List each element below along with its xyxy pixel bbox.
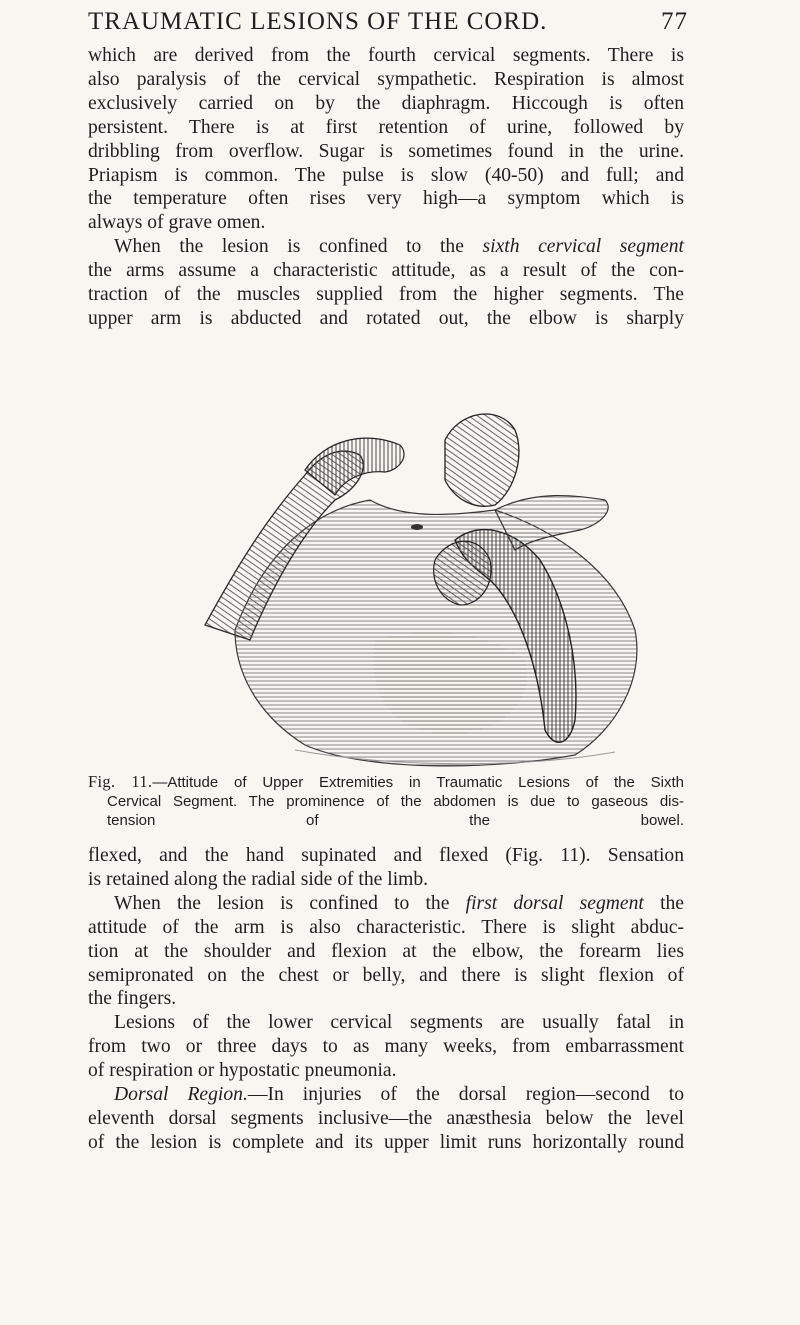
text-run: When the lesion is confined to the: [114, 236, 464, 258]
italic-heading: Dorsal Region.: [114, 1084, 248, 1106]
text-line: Lesions of the lower cervical segments are usually fatal in: [114, 1012, 684, 1034]
caption-line: tension of the bowel.: [107, 812, 684, 829]
text-line: of respiration or hypostatic pneumonia.: [88, 1060, 397, 1082]
text-line: the arms assume a characteristic attitude, as a result of the con-: [88, 260, 684, 282]
running-head: [88, 8, 688, 36]
text-block-top: [88, 44, 684, 331]
text-line: semipronated on the chest or belly, and there is slight flexion of: [88, 964, 684, 986]
head-shape: [445, 414, 519, 506]
text-line: the fingers.: [88, 988, 177, 1010]
figure-illustration: [195, 400, 675, 770]
text-line: attitude of the arm is also characteristic. There is slight abduc-: [88, 916, 684, 938]
text-line: [88, 892, 684, 916]
text-line: [88, 1083, 684, 1107]
italic-term: first dorsal segment: [465, 892, 644, 914]
caption-line: Cervical Segment. The prominence of the abdomen is due to gaseous dis-: [107, 793, 684, 810]
text-line: the temperature often rises very high—a symptom which is: [88, 188, 684, 210]
text-line: eleventh dorsal segments inclusive—the anæsthesia below the level: [88, 1107, 684, 1129]
text-line: from two or three days to as many weeks, from embarrassment: [88, 1036, 684, 1058]
text-line: dribbling from overflow. Sugar is sometimes found in the urine.: [88, 140, 684, 162]
figure-caption: [88, 772, 684, 830]
caption-text: —Attitude of Upper Extremities in Traumatic Lesions of the Sixth: [152, 774, 684, 791]
text-line: [88, 235, 684, 259]
caption-line: [88, 772, 684, 792]
chest-mark: [411, 524, 423, 530]
figure-label: Fig. 11.: [88, 772, 153, 791]
text-line: upper arm is abducted and rotated out, the elbow is sharply: [88, 307, 684, 329]
text-line: flexed, and the hand supinated and flexed (Fig. 11). Sensation: [88, 845, 684, 866]
text-run: the: [660, 892, 684, 914]
text-run: —In injuries of the dorsal region—second to: [247, 1084, 684, 1106]
text-line: Priapism is common. The pulse is slow (40-50) and full; and: [88, 164, 684, 186]
text-run: When the lesion is confined to the: [114, 892, 450, 914]
page-number: 77: [661, 8, 688, 35]
text-line: is retained along the radial side of the limb.: [88, 868, 429, 890]
running-title: TRAUMATIC LESIONS OF THE CORD.: [88, 8, 548, 35]
text-line: tion at the shoulder and flexion at the elbow, the forearm lies: [88, 940, 684, 962]
text-block-bottom: [88, 844, 684, 1155]
text-line: also paralysis of the cervical sympathetic. Respiration is almost: [88, 68, 684, 90]
text-line: exclusively carried on by the diaphragm. Hiccough is often: [88, 92, 684, 114]
text-line: traction of the muscles supplied from the higher segments. The: [88, 284, 684, 306]
text-line: which are derived from the fourth cervical segments. There is: [88, 45, 684, 66]
text-line: of the lesion is complete and its upper limit runs horizontally round: [88, 1131, 684, 1153]
text-line: persistent. There is at first retention of urine, followed by: [88, 116, 684, 138]
italic-term: sixth cervical segment: [482, 236, 684, 258]
engraving-torso-arms: [195, 400, 675, 770]
text-line: always of grave omen.: [88, 212, 266, 234]
